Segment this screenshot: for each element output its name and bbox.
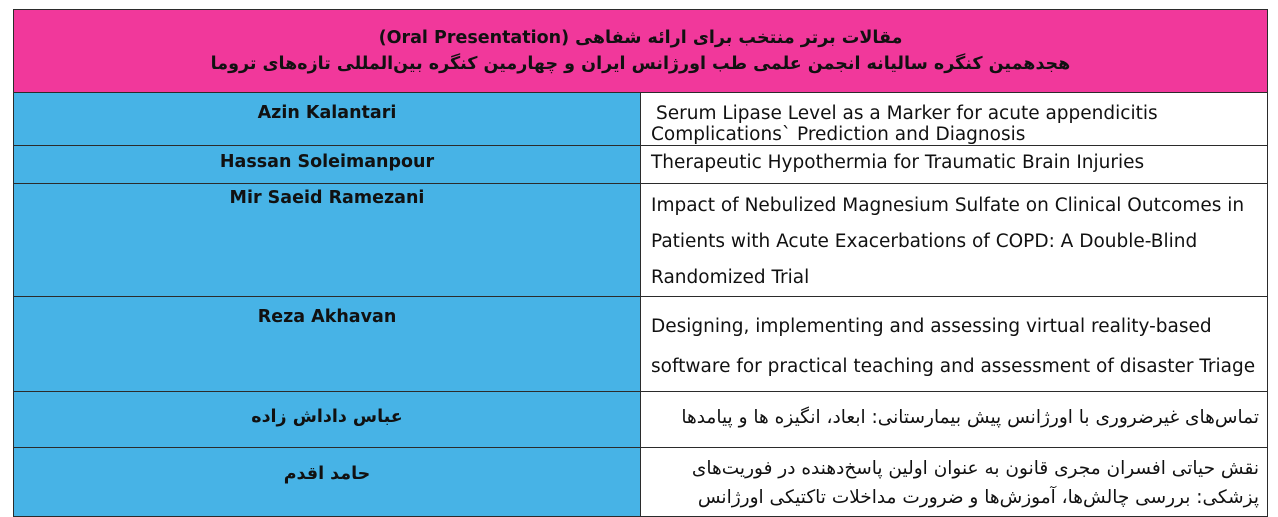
paper-title: Impact of Nebulized Magnesium Sulfate on Clinical Outcomes in Patients with Acute Exacerbations of COPD: A Double-Blind Randomized Trial	[641, 184, 1268, 297]
author-name: حامد اقدم	[14, 448, 641, 517]
oral-presentations-table	[13, 9, 1268, 517]
table-row	[14, 184, 1268, 297]
presentations-table-container	[13, 9, 1268, 517]
paper-title	[641, 93, 1268, 146]
author-name: Reza Akhavan	[14, 297, 641, 392]
table-row	[14, 448, 1268, 517]
table-row	[14, 297, 1268, 392]
paper-title: Designing, implementing and assessing virtual reality-based software for practical teaching and assessment of disaster Triage	[641, 297, 1268, 392]
table-header	[14, 10, 1268, 93]
paper-title: تماس‌های غیرضروری با اورژانس پیش بیمارستانی: ابعاد، انگیزه ها و پیامدها	[641, 392, 1268, 448]
paper-title-text: Serum Lipase Level as a Marker for acute appendicitis Complications` Prediction and Diagnosis	[651, 103, 1158, 145]
table-row	[14, 93, 1268, 146]
table-row	[14, 392, 1268, 448]
table-row	[14, 146, 1268, 184]
paper-title: نقش حیاتی افسران مجری قانون به عنوان اولین پاسخ‌دهنده در فوریت‌های پزشکی: بررسی چالش‌ها، آموزش‌ها و ضرورت مداخلات تاکتیکی اورژانس	[641, 448, 1268, 517]
author-name: Hassan Soleimanpour	[14, 146, 641, 184]
header-title: مقالات برتر منتخب برای ارائه شفاهی (Oral Presentation)	[378, 28, 903, 48]
table-header-row	[14, 10, 1268, 93]
header-subtitle: هجدهمین کنگره سالیانه انجمن علمی طب اورژانس ایران و چهارمین کنگره بین‌المللی تازه‌های تروما	[210, 54, 1071, 74]
author-name: Azin Kalantari	[14, 93, 641, 146]
author-name: Mir Saeid Ramezani	[14, 184, 641, 297]
author-name: عباس داداش زاده	[14, 392, 641, 448]
paper-title: Therapeutic Hypothermia for Traumatic Brain Injuries	[641, 146, 1268, 184]
